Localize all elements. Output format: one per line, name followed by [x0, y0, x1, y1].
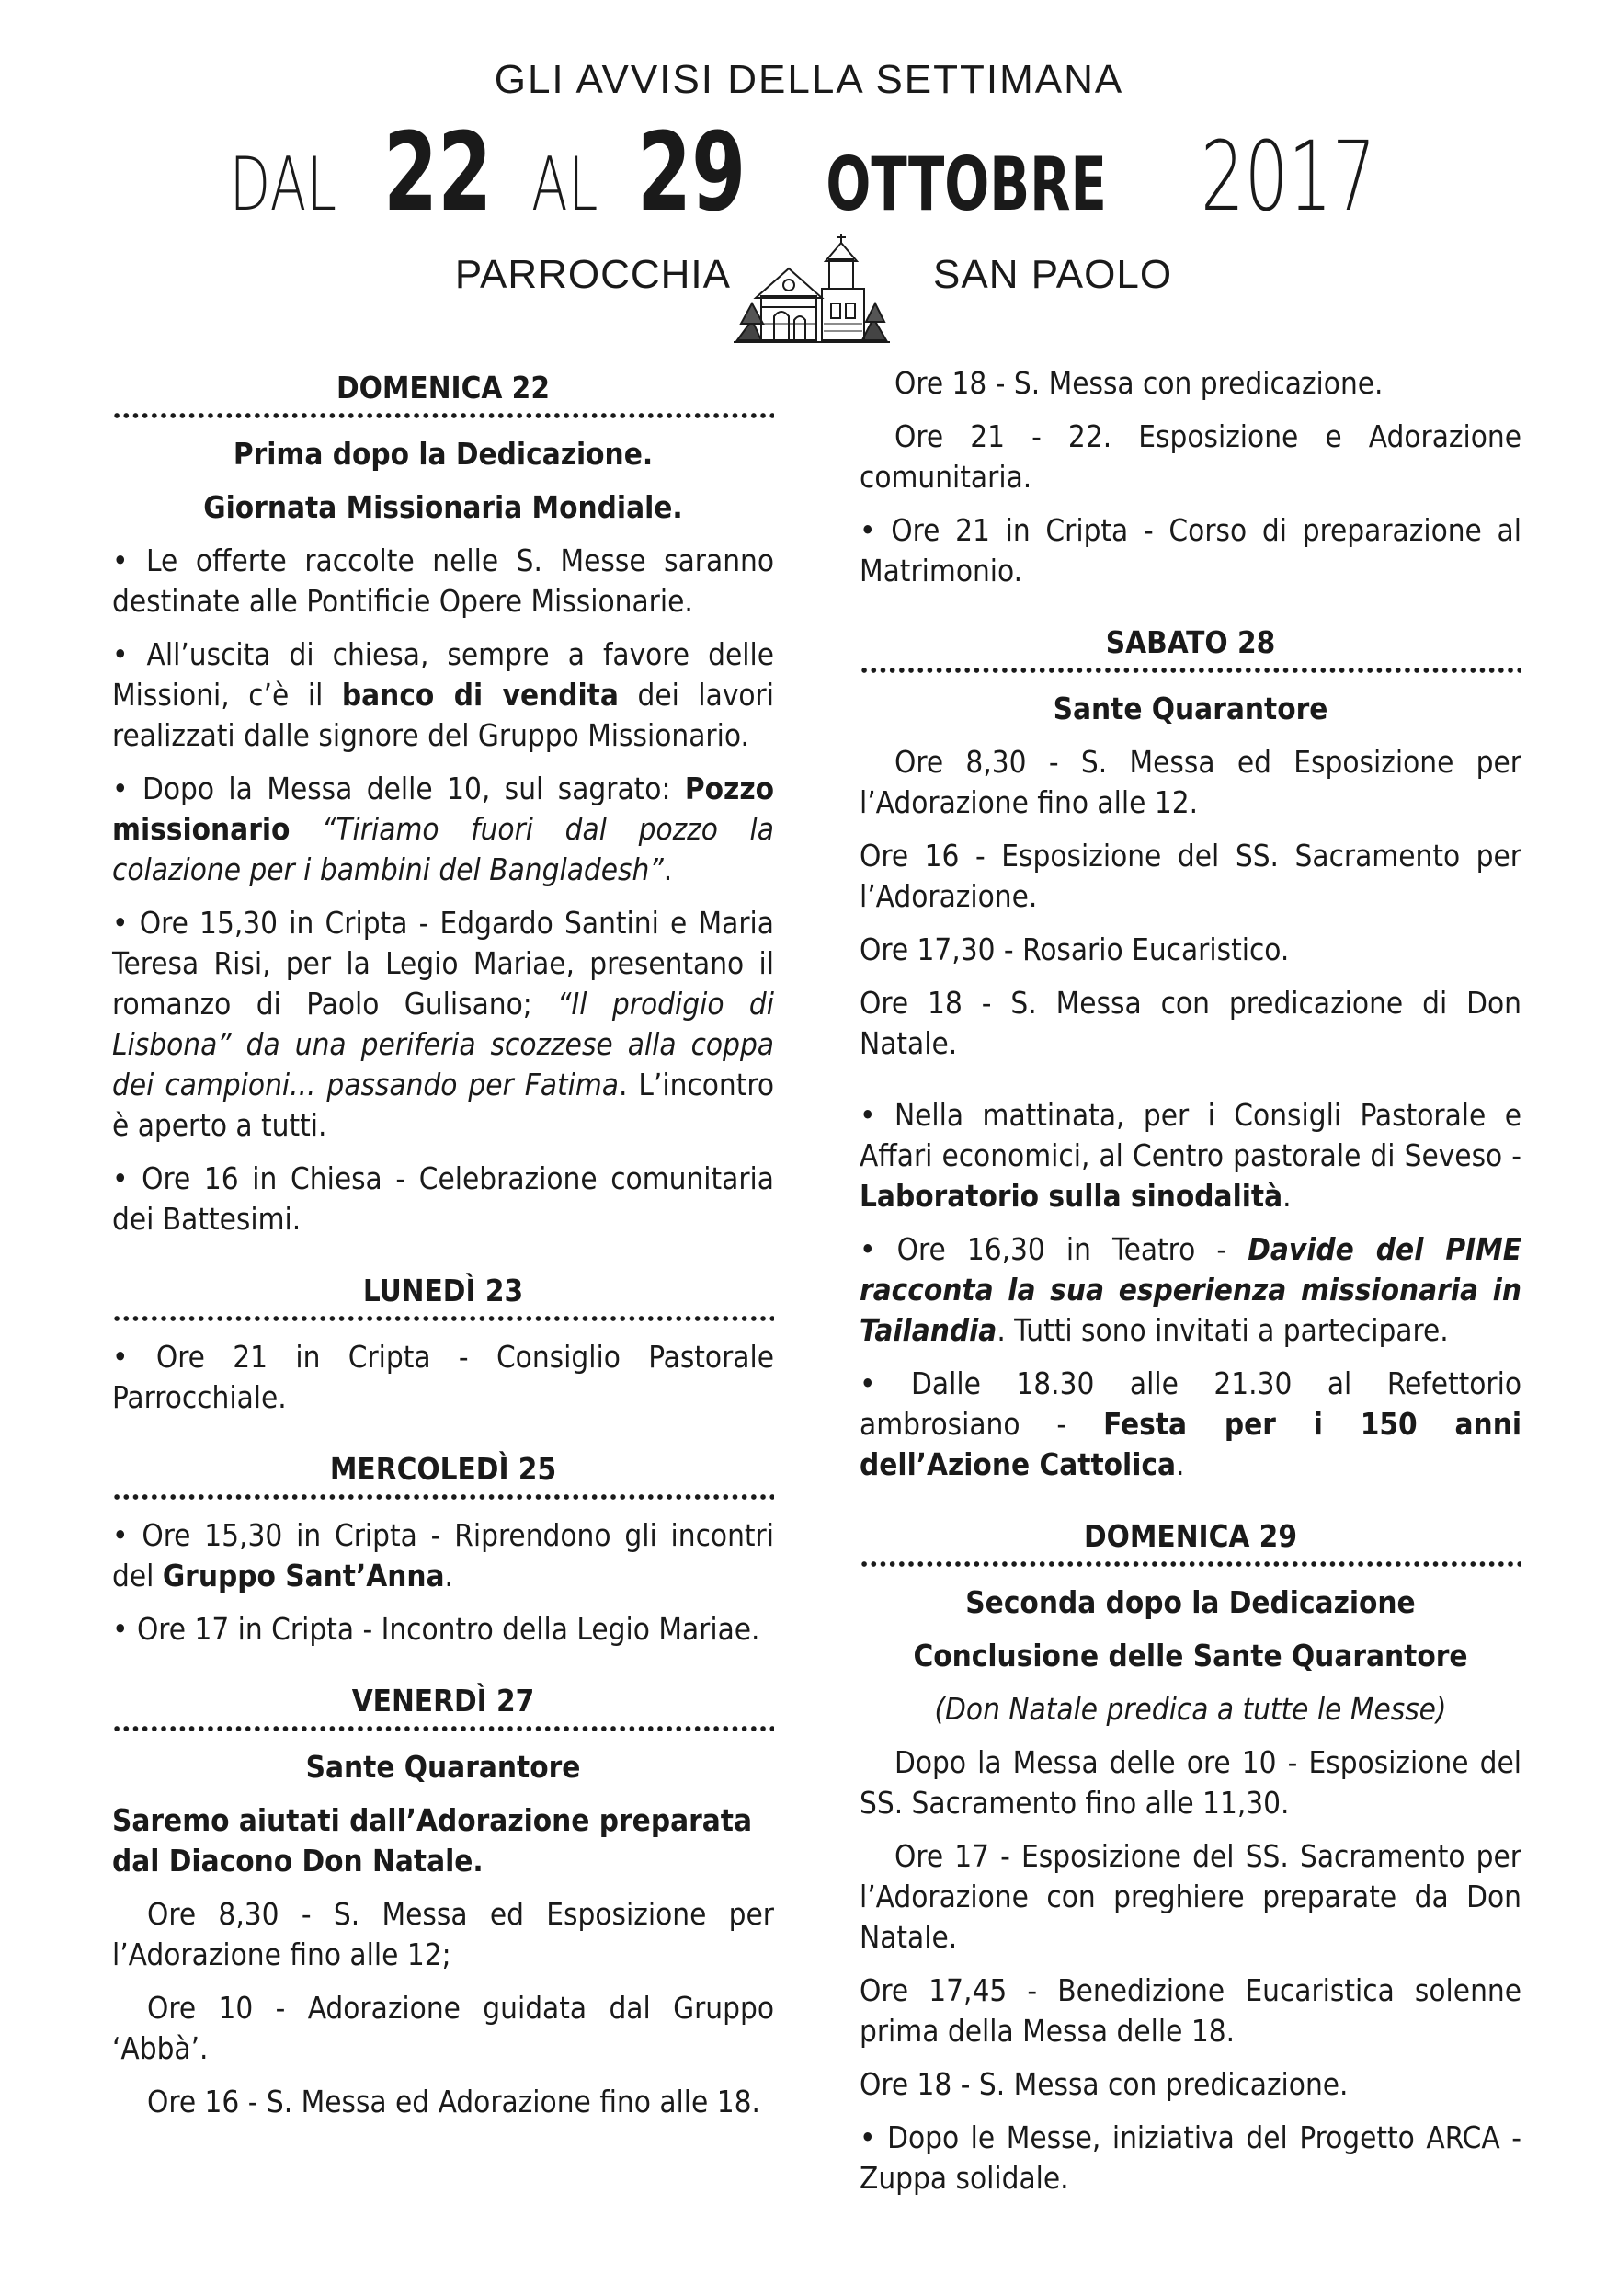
day-heading-lunedi-23: LUNEDÌ 23	[362, 1273, 524, 1308]
schedule-item: Ore 16 - S. Messa ed Adorazione fino alle 18.	[147, 2084, 760, 2119]
date-day-to: 29	[636, 109, 746, 235]
notice-item: • Dopo la Messa delle 10, sul sagrato: Pozzo missionario “Tiriamo fuori dal pozzo la colazione per i bambini del Bangladesh”.	[112, 771, 774, 887]
notice-item: • Nella mattinata, per i Consigli Pastorale e Affari economici, al Centro pastorale di Seveso - Laboratorio sulla sinodalità.	[860, 1097, 1521, 1214]
subheading: Sante Quarantore	[1053, 691, 1328, 726]
schedule-item: Ore 17 - Esposizione del SS. Sacramento per l’Adorazione con preghiere preparate da Don Natale.	[860, 1838, 1521, 1955]
notice-item: • Dalle 18.30 alle 21.30 al Refettorio ambrosiano - Festa per i 150 anni dell’Azione Cattolica.	[860, 1365, 1522, 1482]
day-heading-domenica-22: DOMENICA 22	[336, 370, 550, 406]
schedule-item: Dopo la Messa delle ore 10 - Esposizione del SS. Sacramento fino alle 11,30.	[860, 1744, 1521, 1821]
schedule-item: Ore 18 - S. Messa con predicazione di Don Natale.	[860, 985, 1521, 1061]
notice-item: • Ore 21 in Cripta - Corso di preparazione al Matrimonio.	[860, 512, 1521, 588]
dotted-divider	[860, 1559, 1521, 1570]
schedule-item: Ore 17,45 - Benedizione Eucaristica solenne prima della Messa delle 18.	[860, 1972, 1521, 2049]
left-column	[112, 368, 774, 2135]
schedule-item: Ore 18 - S. Messa con predicazione.	[894, 365, 1384, 401]
date-day-from: 22	[383, 109, 493, 235]
notice-item: • Ore 21 in Cripta - Consiglio Pastorale Parrocchiale.	[112, 1339, 774, 1415]
parish-label-left: PARROCCHIA	[454, 252, 731, 297]
schedule-item: Ore 16 - Esposizione del SS. Sacramento per l’Adorazione.	[860, 838, 1521, 914]
subheading: Sante Quarantore	[305, 1749, 581, 1785]
notice-item: • Dopo le Messe, iniziativa del Progetto ARCA - Zuppa solidale.	[860, 2119, 1521, 2196]
subheading: Conclusione delle Sante Quarantore	[913, 1638, 1468, 1673]
notice-item: • Le offerte raccolte nelle S. Messe saranno destinate alle Pontificie Opere Missionarie.	[112, 543, 774, 619]
parish-label-right: SAN PAOLO	[933, 252, 1173, 297]
schedule-item: Ore 18 - S. Messa con predicazione.	[860, 2066, 1349, 2102]
notice-item: • Ore 17 in Cripta - Incontro della Legio Mariae.	[112, 1611, 760, 1647]
day-heading-venerdi-27: VENERDÌ 27	[351, 1683, 535, 1719]
subheading-note: (Don Natale predica a tutte le Messe)	[934, 1691, 1447, 1727]
notice-item: • Ore 15,30 in Cripta - Edgardo Santini e Maria Teresa Risi, per la Legio Mariae, presentano il romanzo di Paolo Gulisano; “Il prodigio di Lisbona” da una periferia scozzese alla coppa dei campioni... passando per Fatima. L’incontro è aperto a tutti.	[112, 905, 774, 1143]
header-date-range	[0, 109, 1618, 235]
notice-item: • Ore 16,30 in Teatro - Davide del PIME racconta la sua esperienza missionaria in Tailandia. Tutti sono invitati a partecipare.	[860, 1231, 1521, 1348]
subheading: Prima dopo la Dedicazione.	[233, 436, 654, 472]
day-heading-mercoledi-25: MERCOLEDÌ 25	[329, 1451, 557, 1487]
schedule-item: Ore 10 - Adorazione guidata dal Gruppo ‘Abbà’.	[112, 1990, 774, 2066]
subheading: Seconda dopo la Dedicazione	[965, 1584, 1416, 1620]
date-month: OTTOBRE	[826, 142, 1108, 227]
right-column	[860, 363, 1521, 2211]
notice-item: • Ore 16 in Chiesa - Celebrazione comunitaria dei Battesimi.	[112, 1160, 774, 1237]
day-heading-sabato-28: SABATO 28	[1105, 624, 1276, 660]
date-dal: DAL	[229, 142, 337, 227]
church-illustration	[734, 232, 890, 346]
notice-item: • All’uscita di chiesa, sempre a favore delle Missioni, c’è il banco di vendita dei lavori realizzati dalle signore del Gruppo Missionario.	[112, 636, 775, 753]
notice-item: • Ore 15,30 in Cripta - Riprendono gli incontri del Gruppo Sant’Anna.	[112, 1517, 774, 1593]
date-al: AL	[530, 142, 598, 227]
schedule-item: Ore 8,30 - S. Messa ed Esposizione per l’Adorazione fino alle 12;	[112, 1896, 774, 1972]
dotted-divider	[860, 665, 1521, 676]
dotted-divider	[112, 410, 774, 421]
schedule-item: Ore 21 - 22. Esposizione e Adorazione comunitaria.	[860, 418, 1521, 495]
subheading: Saremo aiutati dall’Adorazione preparata dal Diacono Don Natale.	[112, 1802, 752, 1879]
dotted-divider	[112, 1723, 774, 1734]
dotted-divider	[112, 1491, 774, 1502]
bulletin-header	[0, 0, 1618, 359]
dotted-divider	[112, 1313, 774, 1324]
schedule-item: Ore 17,30 - Rosario Eucaristico.	[860, 931, 1290, 967]
day-heading-domenica-29: DOMENICA 29	[1083, 1518, 1297, 1554]
subheading: Giornata Missionaria Mondiale.	[203, 489, 683, 525]
header-kicker: GLI AVVISI DELLA SETTIMANA	[494, 57, 1124, 102]
date-year: 2017	[1200, 120, 1376, 233]
schedule-item: Ore 8,30 - S. Messa ed Esposizione per l’Adorazione fino alle 12.	[860, 744, 1521, 820]
